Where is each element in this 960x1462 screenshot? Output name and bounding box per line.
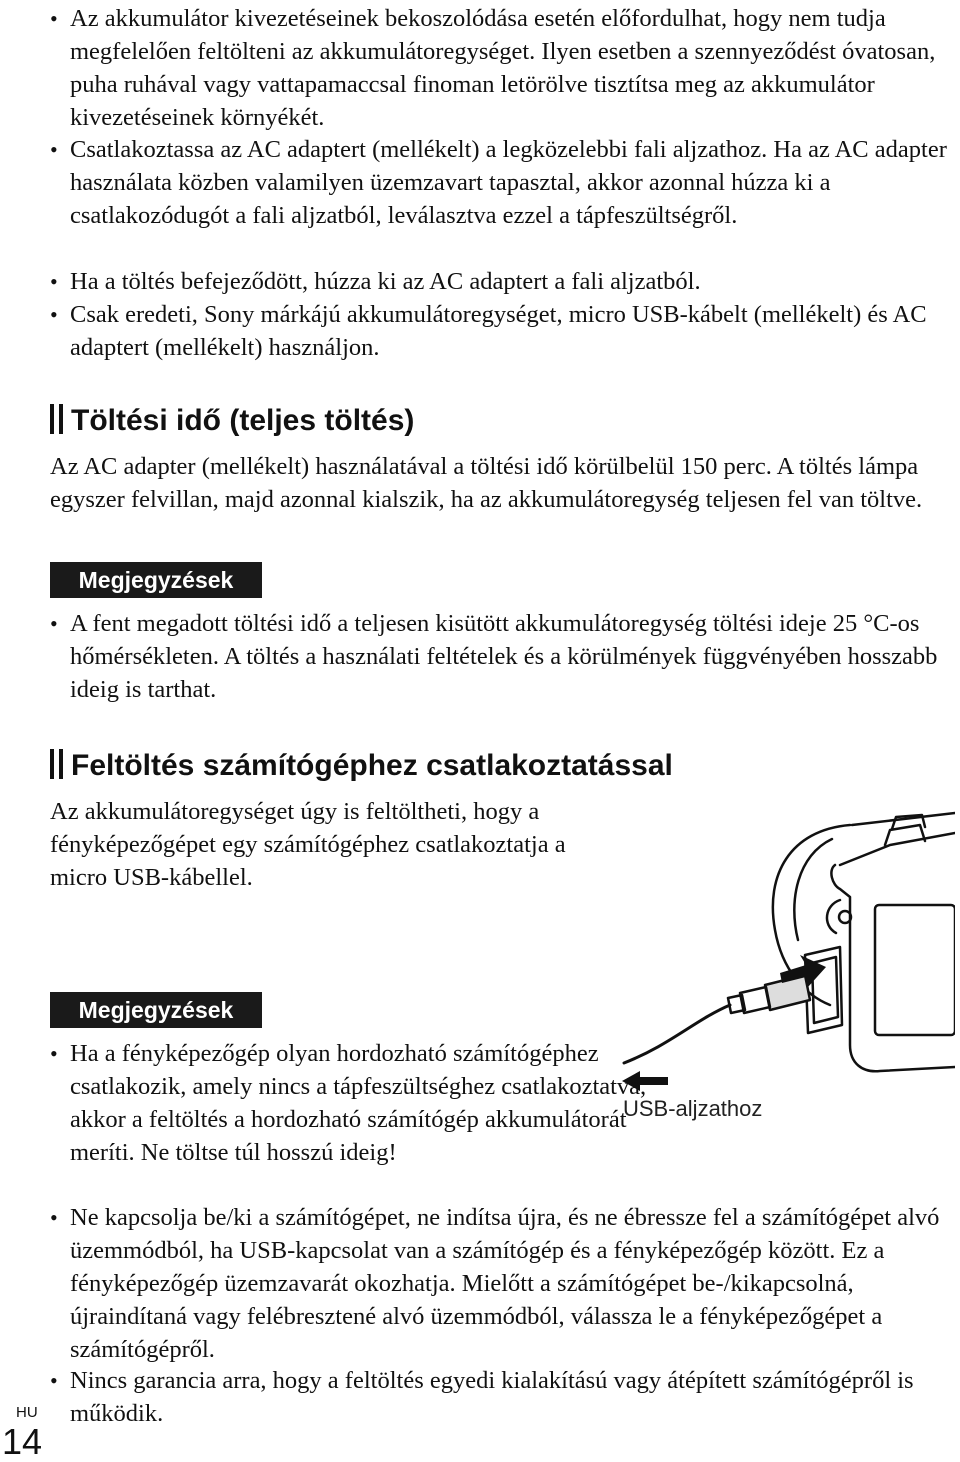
section-paragraph: Az akkumulátoregységet úgy is feltöltheti, hogy a fényképezőgépet egy számítógéphez csatlakoztatja a micro USB-kábellel. xyxy=(50,798,566,891)
list-item: • Az akkumulátor kivezetéseinek bekoszolódása esetén előfordulhat, hogy nem tudja megfelelően feltölteni az akkumulátoregységet. Ilyen esetben a szennyeződést óvatosan, puha ruhával vagy vattapamaccsal finoman letörölve tisztítsa meg az akkumulátor kivezetéseinek környékét. xyxy=(50,2,950,134)
language-code: HU xyxy=(16,1404,38,1421)
notes-label: Megjegyzések xyxy=(50,562,262,598)
section-heading-charging-time: Töltési idő (teljes töltés) xyxy=(50,403,414,439)
section-paragraph: Az AC adapter (mellékelt) használatával a töltési idő körülbelül 150 perc. A töltés lámpa egyszer felvillan, majd azonnal kialszik, ha az akkumulátoregység teljesen fel van töltve. xyxy=(50,453,923,513)
usb-port-label: USB-aljzathoz xyxy=(623,1096,763,1121)
bullet-icon: • xyxy=(50,269,58,294)
list-item: • Nincs garancia arra, hogy a feltöltés egyedi kialakítású vagy átépített számítógépről is működik. xyxy=(50,1364,950,1430)
bullet-icon: • xyxy=(50,1205,58,1230)
heading-marker-icon xyxy=(50,404,63,434)
page-number: 14 xyxy=(2,1421,43,1462)
list-item: • Ha a fényképezőgép olyan hordozható számítógéphez csatlakozik, amely nincs a tápfeszültséghez csatlakoztatva, akkor a feltöltés a hordozható számítógép akkumulátorát meríti. Ne töltse túl hosszú ideig! xyxy=(50,1037,650,1169)
list-item: • Csak eredeti, Sony márkájú akkumulátoregységet, micro USB-kábelt (mellékelt) és AC adaptert (mellékelt) használjon. xyxy=(50,298,950,364)
camera-body-outline xyxy=(831,865,955,1071)
bullet-icon: • xyxy=(50,1368,58,1393)
heading-marker-icon xyxy=(50,749,63,779)
camera-usb-illustration xyxy=(600,805,955,1135)
bullet-icon: • xyxy=(50,302,58,327)
notes-label: Megjegyzések xyxy=(50,992,262,1028)
bullet-icon: • xyxy=(50,611,58,636)
bullet-icon: • xyxy=(50,1041,58,1066)
bullet-icon: • xyxy=(50,137,58,162)
list-item: • Ha a töltés befejeződött, húzza ki az AC adaptert a fali aljzatból. xyxy=(50,265,950,298)
list-item: • A fent megadott töltési idő a teljesen kisütött akkumulátoregység töltési ideje 25 °C-os hőmérsékleten. A töltés a használati feltételek és a körülmények függvényében hosszabb ideig is tarthat. xyxy=(50,607,950,706)
list-item: • Ne kapcsolja be/ki a számítógépet, ne indítsa újra, és ne ébressze fel a számítógépet alvó üzemmódból, ha USB-kapcsolat van a számítógép és a fényképezőgép között. Ez a fényképezőgép üzemzavarát okozhatja. Mielőtt a számítógépet be-/kikapcsolná, újraindítaná vagy felébresztené alvó üzemmódból, válassza le a fényképezőgépet a számítógépről. xyxy=(50,1201,950,1366)
section-heading-pc-charging: Feltöltés számítógéphez csatlakoztatással xyxy=(50,748,673,784)
list-item: • Csatlakoztassa az AC adaptert (mellékelt) a legközelebbi fali aljzathoz. Ha az AC adapter használata közben valamilyen üzemzavart tapasztal, akkor azonnal húzza ki a csatlakozódugót a fali aljzatból, leválasztva ezzel a tápfeszültségről. xyxy=(50,133,950,232)
bullet-icon: • xyxy=(50,6,58,31)
